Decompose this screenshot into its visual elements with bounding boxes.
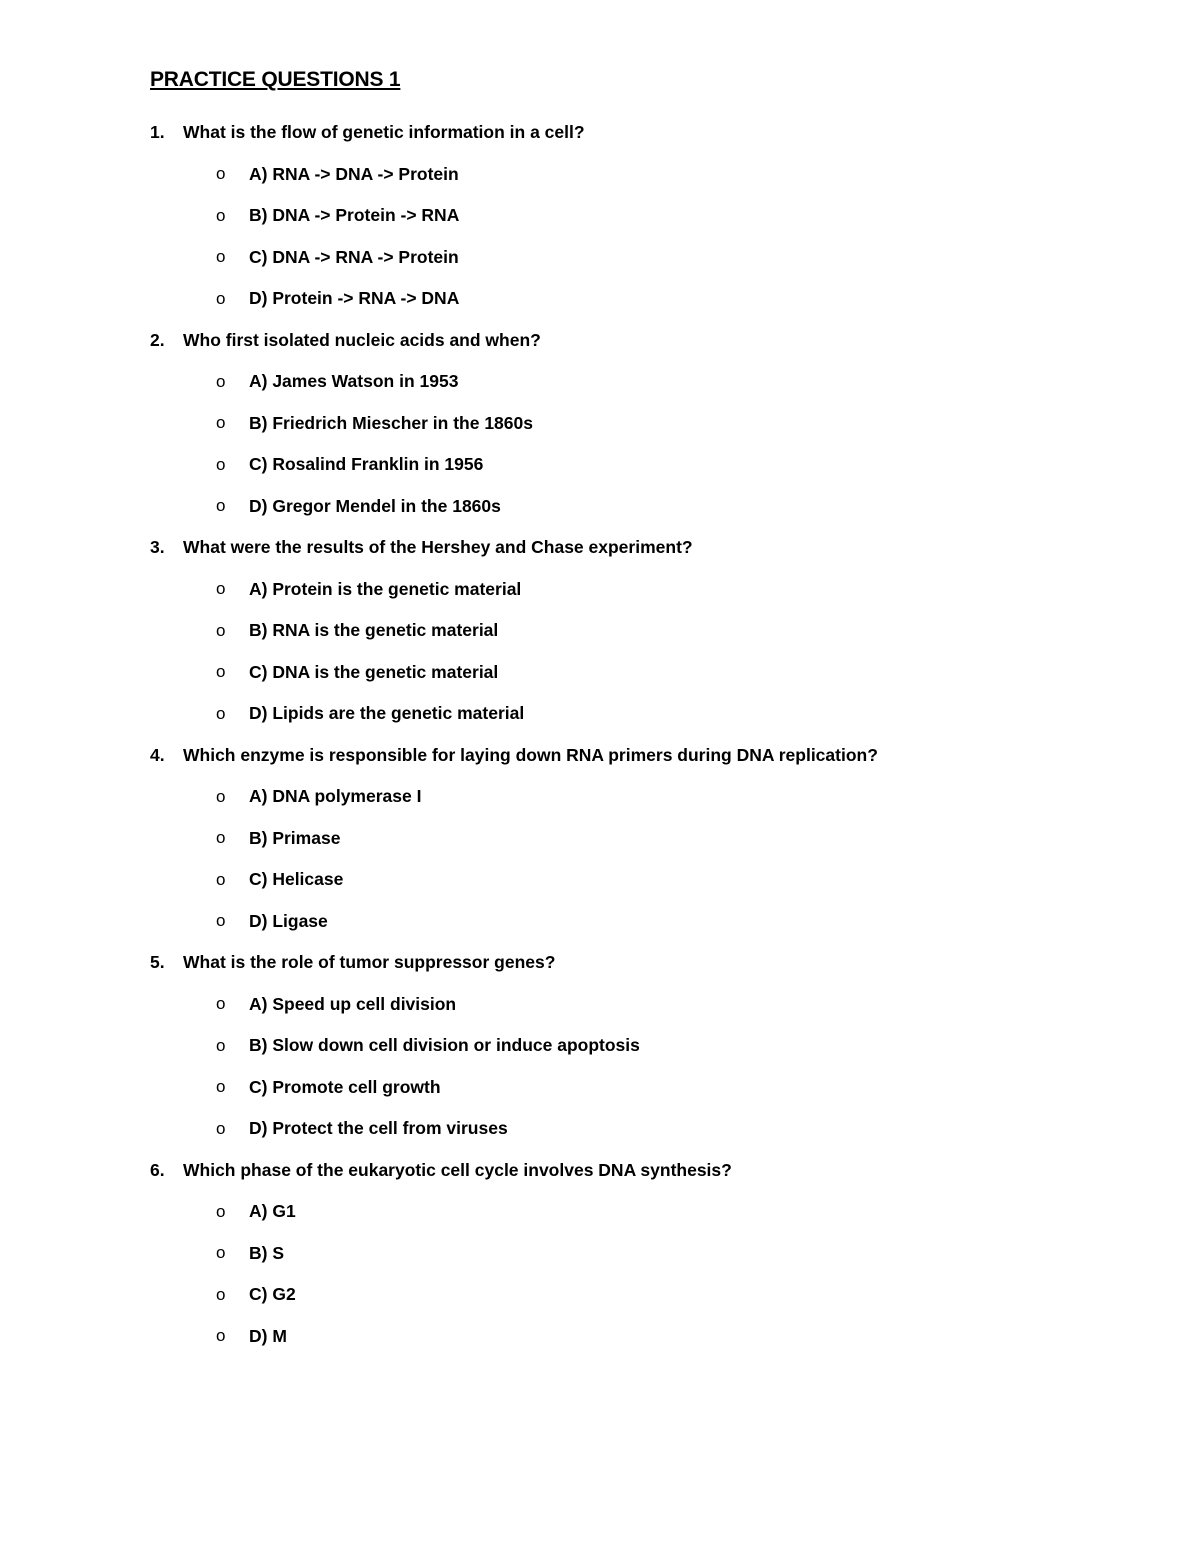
bullet-icon: o: [216, 205, 226, 225]
answer-option: [150, 1108, 1130, 1150]
answer-option: [150, 1067, 1130, 1109]
bullet-icon: o: [216, 1326, 226, 1346]
option-text: D) Gregor Mendel in the 1860s: [249, 495, 501, 516]
question-text: What is the flow of genetic information in a cell?: [183, 122, 585, 143]
option-text: D) Ligase: [249, 910, 328, 931]
bullet-icon: o: [216, 1243, 226, 1263]
bullet-icon: o: [216, 1201, 226, 1221]
option-text: A) Speed up cell division: [249, 993, 457, 1014]
bullet-icon: o: [216, 911, 226, 931]
question-number: 1.: [150, 122, 165, 143]
option-text: B) RNA is the genetic material: [249, 620, 499, 641]
bullet-icon: o: [216, 620, 226, 640]
question-line: [150, 527, 1130, 569]
option-text: A) DNA polymerase I: [249, 786, 422, 807]
question-text: What is the role of tumor suppressor genes?: [183, 952, 556, 973]
question-line: [150, 320, 1130, 362]
bullet-icon: o: [216, 579, 226, 599]
option-text: C) DNA is the genetic material: [249, 661, 499, 682]
bullet-icon: o: [216, 1284, 226, 1304]
bullet-icon: o: [216, 1118, 226, 1138]
answer-option: [150, 403, 1130, 445]
bullet-icon: o: [216, 496, 226, 516]
question-line: [150, 942, 1130, 984]
answer-option: [150, 1316, 1130, 1358]
answer-option: [150, 361, 1130, 403]
question-line: [150, 735, 1130, 777]
bullet-icon: o: [216, 869, 226, 889]
bullet-icon: o: [216, 413, 226, 433]
answer-option: [150, 237, 1130, 279]
option-text: D) M: [249, 1325, 287, 1346]
option-text: D) Lipids are the genetic material: [249, 703, 525, 724]
bullet-icon: o: [216, 454, 226, 474]
question-line: [150, 1150, 1130, 1192]
answer-option: [150, 1274, 1130, 1316]
bullet-icon: o: [216, 828, 226, 848]
answer-option: [150, 1025, 1130, 1067]
question-number: 4.: [150, 744, 165, 765]
bullet-icon: o: [216, 1035, 226, 1055]
option-text: A) Protein is the genetic material: [249, 578, 522, 599]
option-text: C) Helicase: [249, 869, 344, 890]
option-text: B) S: [249, 1242, 284, 1263]
answer-option: [150, 1191, 1130, 1233]
answer-option: [150, 444, 1130, 486]
question-3: [150, 527, 1130, 735]
question-text: Who first isolated nucleic acids and when?: [183, 329, 541, 350]
answer-option: [150, 195, 1130, 237]
answer-option: [150, 984, 1130, 1026]
option-text: C) Promote cell growth: [249, 1076, 441, 1097]
bullet-icon: o: [216, 1077, 226, 1097]
option-text: B) DNA -> Protein -> RNA: [249, 205, 460, 226]
answer-option: [150, 776, 1130, 818]
question-5: [150, 942, 1130, 1150]
option-text: A) G1: [249, 1201, 296, 1222]
question-text: Which enzyme is responsible for laying down RNA primers during DNA replication?: [183, 744, 878, 765]
option-text: A) James Watson in 1953: [249, 371, 459, 392]
answer-option: [150, 652, 1130, 694]
question-number: 2.: [150, 329, 165, 350]
question-list: [150, 112, 1130, 1357]
answer-option: [150, 901, 1130, 943]
answer-option: [150, 818, 1130, 860]
bullet-icon: o: [216, 703, 226, 723]
question-6: [150, 1150, 1130, 1358]
option-text: D) Protein -> RNA -> DNA: [249, 288, 460, 309]
answer-option: [150, 859, 1130, 901]
option-text: C) G2: [249, 1284, 296, 1305]
answer-option: [150, 154, 1130, 196]
option-text: B) Slow down cell division or induce apoptosis: [249, 1035, 640, 1056]
bullet-icon: o: [216, 662, 226, 682]
answer-option: [150, 1233, 1130, 1275]
answer-option: [150, 693, 1130, 735]
bullet-icon: o: [216, 994, 226, 1014]
question-text: Which phase of the eukaryotic cell cycle involves DNA synthesis?: [183, 1159, 732, 1180]
bullet-icon: o: [216, 786, 226, 806]
question-number: 5.: [150, 952, 165, 973]
answer-option: [150, 278, 1130, 320]
question-2: [150, 320, 1130, 528]
question-line: [150, 112, 1130, 154]
question-1: [150, 112, 1130, 320]
option-text: A) RNA -> DNA -> Protein: [249, 163, 459, 184]
answer-option: [150, 610, 1130, 652]
bullet-icon: o: [216, 371, 226, 391]
bullet-icon: o: [216, 288, 226, 308]
question-text: What were the results of the Hershey and Chase experiment?: [183, 537, 693, 558]
bullet-icon: o: [216, 247, 226, 267]
question-number: 6.: [150, 1159, 165, 1180]
answer-option: [150, 569, 1130, 611]
bullet-icon: o: [216, 164, 226, 184]
option-text: D) Protect the cell from viruses: [249, 1118, 508, 1139]
option-text: B) Primase: [249, 827, 341, 848]
question-4: [150, 735, 1130, 943]
answer-option: [150, 486, 1130, 528]
question-number: 3.: [150, 537, 165, 558]
option-text: C) Rosalind Franklin in 1956: [249, 454, 484, 475]
page-title: PRACTICE QUESTIONS 1: [150, 68, 401, 91]
option-text: B) Friedrich Miescher in the 1860s: [249, 412, 533, 433]
option-text: C) DNA -> RNA -> Protein: [249, 246, 459, 267]
